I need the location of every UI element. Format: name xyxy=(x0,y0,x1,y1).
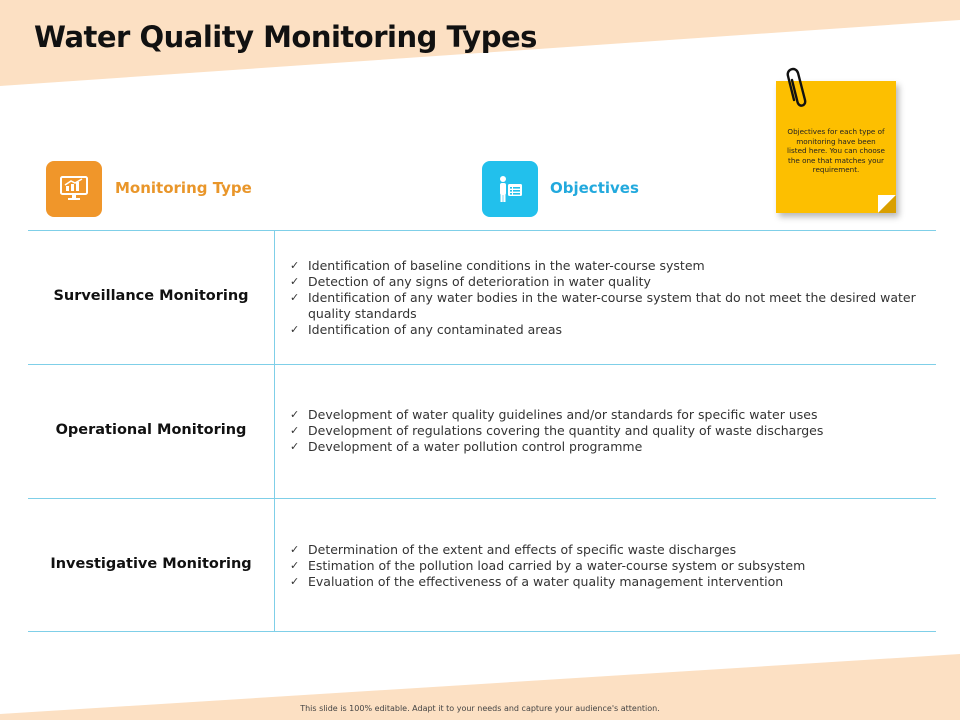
objectives-list-investigative xyxy=(288,542,918,590)
objective-item: ✓ Identification of any contaminated areas xyxy=(288,322,918,338)
objective-item: ✓ Identification of baseline conditions in the water-course system xyxy=(288,258,918,274)
objective-item: ✓ Identification of any water bodies in the water-course system that do not meet the desired water quality standards xyxy=(288,290,918,322)
slide-title: Water Quality Monitoring Types xyxy=(34,20,537,54)
objective-item: ✓ Estimation of the pollution load carried by a water-course system or subsystem xyxy=(288,558,918,574)
paperclip-icon xyxy=(785,66,815,116)
row-type-operational: Operational Monitoring xyxy=(55,422,247,438)
monitoring-type-icon-tile xyxy=(46,161,102,217)
objective-item: ✓ Evaluation of the effectiveness of a water quality management intervention xyxy=(288,574,918,590)
objective-item: ✓ Development of regulations covering the quantity and quality of waste discharges xyxy=(288,423,918,439)
objectives-header: Objectives xyxy=(550,179,639,197)
table-line-2 xyxy=(28,498,936,499)
note-corner-fold-shadow xyxy=(878,195,896,213)
objectives-icon-tile xyxy=(482,161,538,217)
objectives-list-operational xyxy=(288,407,918,455)
objectives-list-surveillance xyxy=(288,258,918,338)
slide-footer-note: This slide is 100% editable. Adapt it to your needs and capture your audience's attention. xyxy=(300,704,660,713)
row-type-investigative: Investigative Monitoring xyxy=(50,556,252,572)
objective-item: ✓ Development of a water pollution control programme xyxy=(288,439,918,455)
monitoring-type-header: Monitoring Type xyxy=(115,179,252,197)
presenter-board-icon xyxy=(495,174,525,204)
sticky-note-text: Objectives for each type of monitoring have been listed here. You can choose the one that matches your requirement. xyxy=(787,127,885,175)
table-line-top xyxy=(28,230,936,231)
table-line-bottom xyxy=(28,631,936,632)
monitor-chart-icon xyxy=(59,175,89,203)
table-line-1 xyxy=(28,364,936,365)
objective-item: ✓ Determination of the extent and effects of specific waste discharges xyxy=(288,542,918,558)
objective-item: ✓ Detection of any signs of deterioration in water quality xyxy=(288,274,918,290)
table-column-divider xyxy=(274,231,275,632)
objective-item: ✓ Development of water quality guidelines and/or standards for specific water uses xyxy=(288,407,918,423)
row-type-surveillance: Surveillance Monitoring xyxy=(53,288,249,304)
